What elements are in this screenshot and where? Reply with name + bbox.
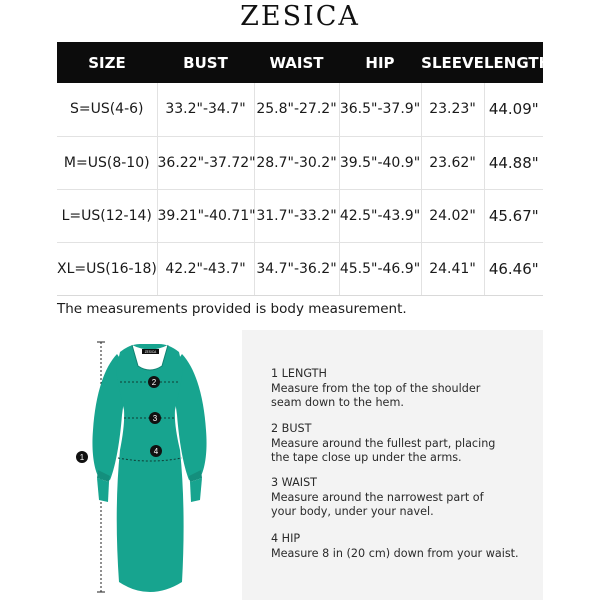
brand-logo: ZESICA xyxy=(240,1,360,32)
cell-sleeve: 24.41" xyxy=(421,242,484,295)
table-row xyxy=(57,136,543,189)
instruction-title: 3 WAIST xyxy=(271,476,318,489)
cell-waist: 34.7"-36.2" xyxy=(254,242,339,295)
cell-sleeve: 24.02" xyxy=(421,189,484,242)
instruction-length xyxy=(271,367,541,411)
marker-waist xyxy=(149,412,161,424)
measurement-note: The measurements provided is body measurement. xyxy=(57,301,407,317)
cell-hip: 39.5"-40.9" xyxy=(339,136,421,189)
header-hip: HIP xyxy=(339,42,421,83)
cell-hip: 42.5"-43.9" xyxy=(339,189,421,242)
header-length: LENGTH xyxy=(484,42,543,83)
cell-sleeve: 23.23" xyxy=(421,83,484,136)
instruction-text: Measure from the top of the shoulder xyxy=(271,381,481,395)
instruction-text: your body, under your navel. xyxy=(271,505,434,519)
cell-length: 44.88" xyxy=(484,136,543,189)
instruction-text: Measure around the fullest part, placing xyxy=(271,436,496,450)
table-row xyxy=(57,189,543,242)
dress-illustration xyxy=(62,330,237,600)
svg-text:1: 1 xyxy=(79,453,85,462)
instruction-waist xyxy=(271,476,541,520)
instruction-title: 1 LENGTH xyxy=(271,367,327,380)
instruction-text: seam down to the hem. xyxy=(271,396,404,410)
table-row xyxy=(57,83,543,136)
instruction-hip xyxy=(271,532,541,561)
measurement-instructions-panel xyxy=(242,330,543,600)
cell-bust: 36.22"-37.72" xyxy=(157,136,254,189)
cell-bust: 33.2"-34.7" xyxy=(157,83,254,136)
dress-label: ZESICA xyxy=(144,350,157,354)
instruction-title: 2 BUST xyxy=(271,422,312,435)
marker-bust xyxy=(148,376,160,388)
table-header-row xyxy=(57,42,543,83)
svg-text:4: 4 xyxy=(153,447,159,456)
cell-length: 46.46" xyxy=(484,242,543,295)
cell-bust: 42.2"-43.7" xyxy=(157,242,254,295)
marker-hip xyxy=(150,445,162,457)
cell-size: XL=US(16-18) xyxy=(57,242,157,295)
cell-hip: 36.5"-37.9" xyxy=(339,83,421,136)
header-bust: BUST xyxy=(157,42,254,83)
svg-text:2: 2 xyxy=(151,378,157,387)
cell-hip: 45.5"-46.9" xyxy=(339,242,421,295)
svg-text:3: 3 xyxy=(152,414,158,423)
marker-length xyxy=(76,451,88,463)
cell-length: 44.09" xyxy=(484,83,543,136)
cell-sleeve: 23.62" xyxy=(421,136,484,189)
header-waist: WAIST xyxy=(254,42,339,83)
size-chart-table xyxy=(57,42,552,296)
dress-figure xyxy=(62,330,237,600)
header-sleeve: SLEEVE xyxy=(421,42,484,83)
instruction-bust xyxy=(271,422,541,466)
cell-size: L=US(12-14) xyxy=(57,189,157,242)
cell-waist: 28.7"-30.2" xyxy=(254,136,339,189)
table-row xyxy=(57,242,543,295)
cell-size: S=US(4-6) xyxy=(57,83,157,136)
cell-waist: 25.8"-27.2" xyxy=(254,83,339,136)
instruction-title: 4 HIP xyxy=(271,532,301,545)
cell-size: M=US(8-10) xyxy=(57,136,157,189)
instruction-text: Measure around the narrowest part of xyxy=(271,490,484,504)
cell-waist: 31.7"-33.2" xyxy=(254,189,339,242)
instruction-text: the tape close up under the arms. xyxy=(271,451,462,465)
header-size: SIZE xyxy=(57,42,157,83)
cell-bust: 39.21"-40.71" xyxy=(157,189,254,242)
cell-length: 45.67" xyxy=(484,189,543,242)
instruction-text: Measure 8 in (20 cm) down from your waist. xyxy=(271,546,519,560)
